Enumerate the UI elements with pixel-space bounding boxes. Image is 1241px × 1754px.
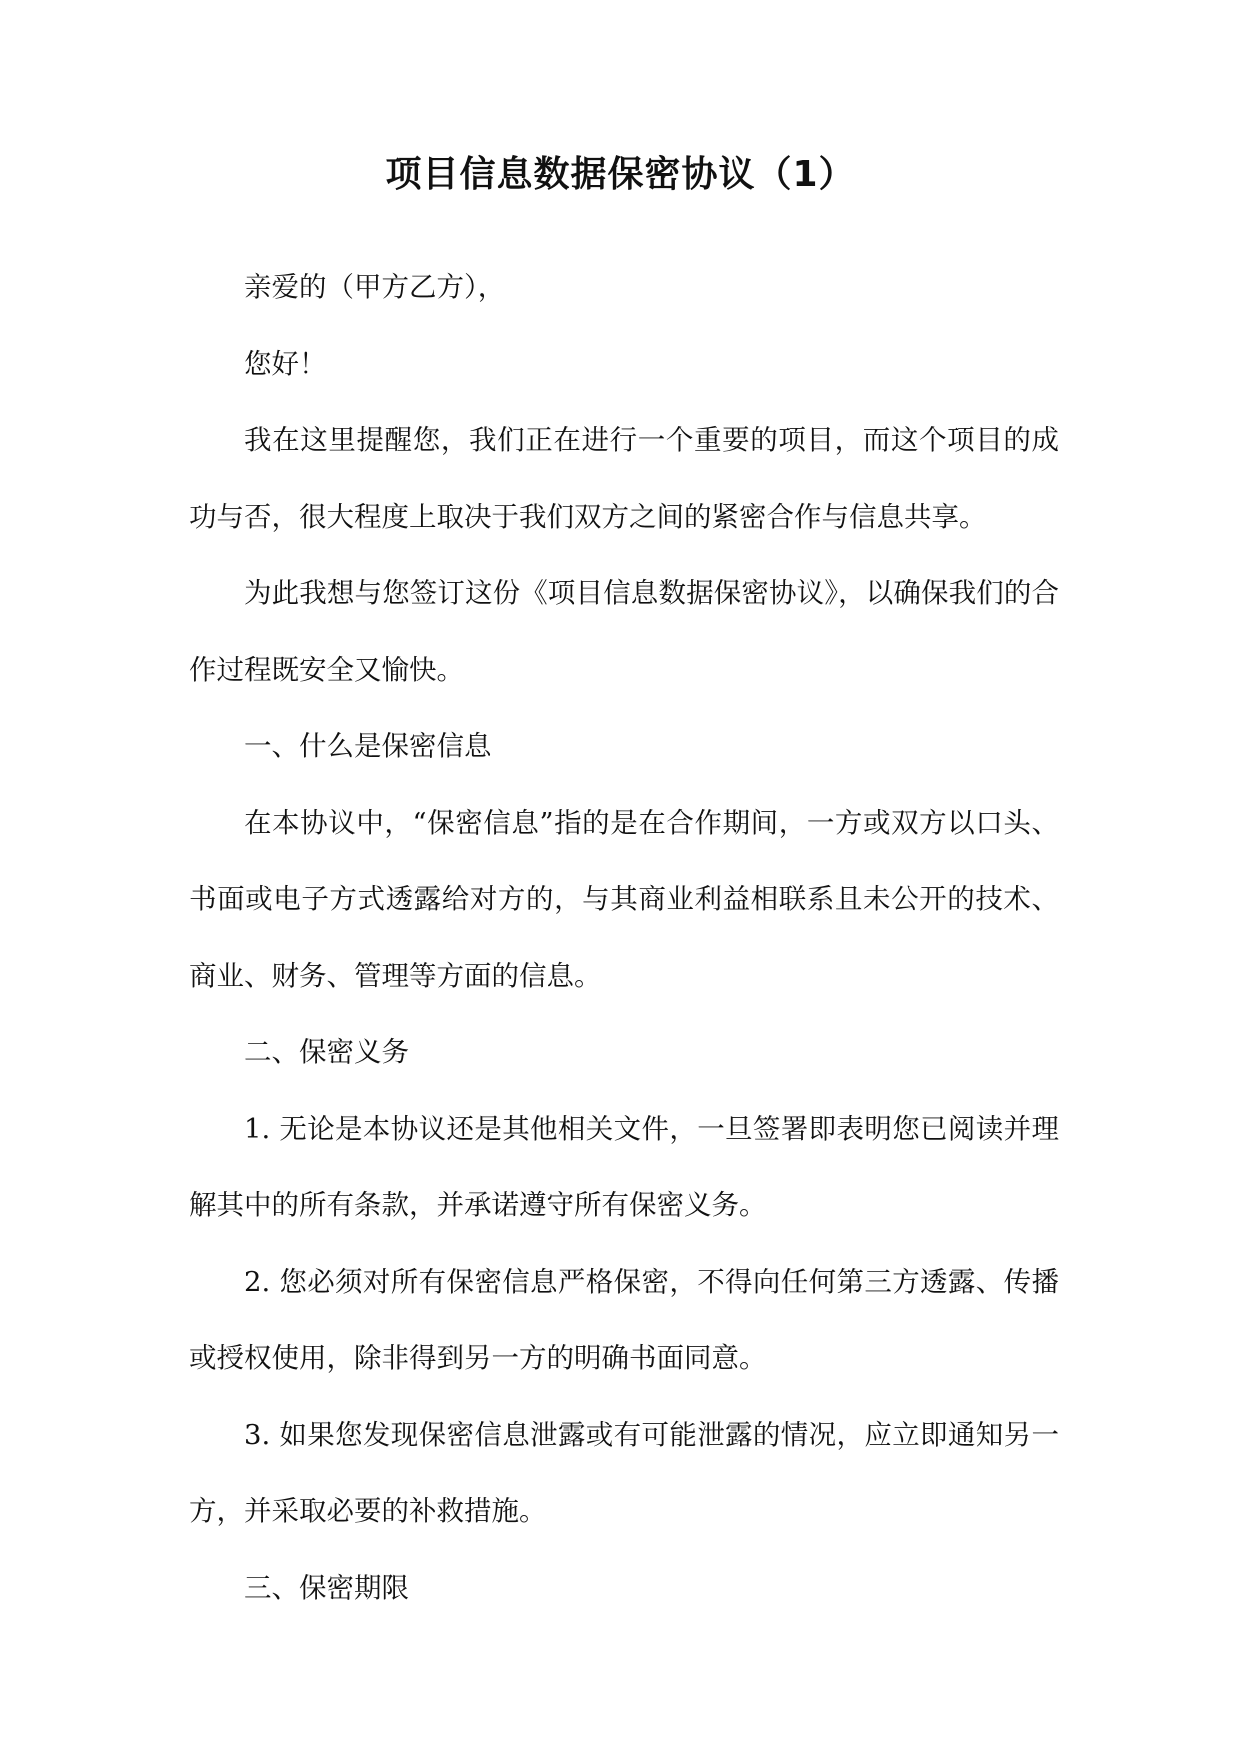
section-heading-2: 二、保密义务 xyxy=(244,1036,409,1068)
section-heading-3: 三、保密期限 xyxy=(244,1571,409,1604)
paragraph-intro: 我在这里提醒您，我们正在进行一个重要的项目，而这个项目的成功与否，很大程度上取决于我们双方之间的紧密合作与信息共享。 xyxy=(189,424,1059,533)
clause-2: 2. 您必须对所有保密信息严格保密，不得向任何第三方透露、传播或授权使用，除非得到另一方的明确书面同意。 xyxy=(189,1265,1059,1374)
document-body xyxy=(189,249,1059,1626)
clause-3: 3. 如果您发现保密信息泄露或有可能泄露的情况，应立即通知另一方，并采取必要的补救措施。 xyxy=(189,1418,1059,1527)
paragraph-purpose: 为此我想与您签订这份《项目信息数据保密协议》，以确保我们的合作过程既安全又愉快。 xyxy=(189,577,1059,686)
paragraph-salutation: 亲爱的（甲方乙方）， xyxy=(244,271,506,303)
paragraph-definition: 在本协议中，“保密信息”指的是在合作期间，一方或双方以口头、书面或电子方式透露给对方的，与其商业利益相联系且未公开的技术、商业、财务、管理等方面的信息。 xyxy=(189,806,1059,992)
clause-1: 1. 无论是本协议还是其他相关文件，一旦签署即表明您已阅读并理解其中的所有条款，并承诺遵守所有保密义务。 xyxy=(189,1112,1059,1221)
paragraph-greeting: 您好！ xyxy=(244,347,327,380)
document-title: 项目信息数据保密协议（1） xyxy=(385,154,856,195)
section-heading-1: 一、什么是保密信息 xyxy=(244,730,492,762)
